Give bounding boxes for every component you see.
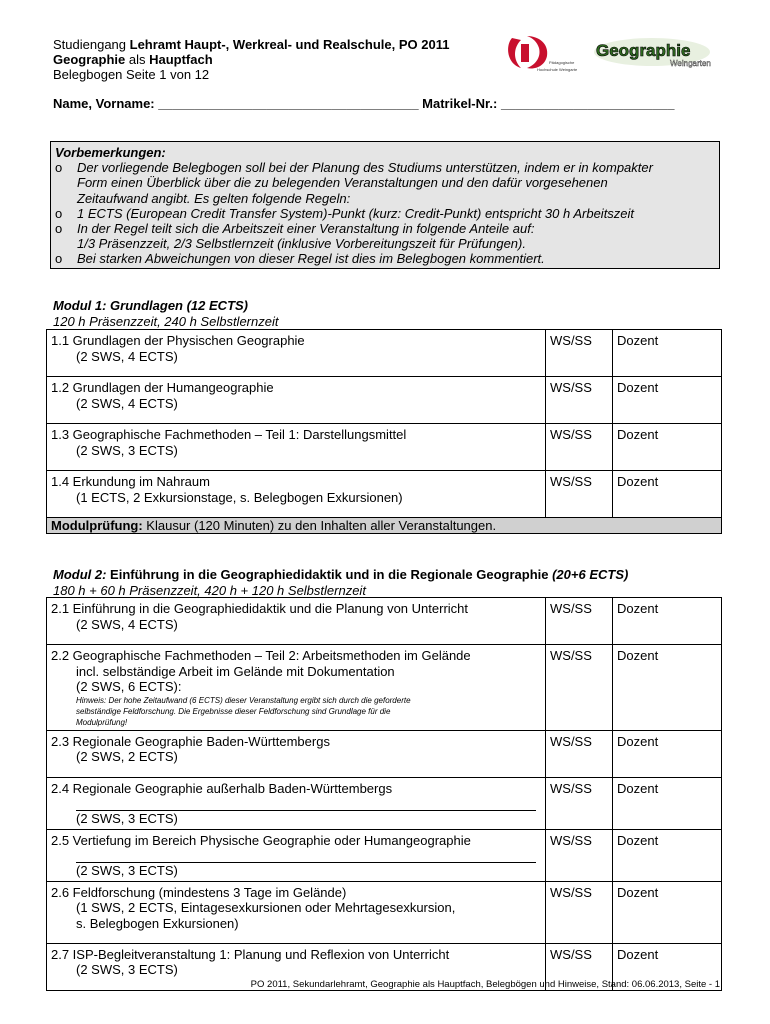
table-row: 2.7 ISP-Begleitveranstaltung 1: Planung und Reflexion von Unterricht (2 SWS, 3 ECTS) WS/SS Dozent <box>47 943 722 990</box>
lecturer-cell[interactable]: Dozent <box>613 645 722 731</box>
svg-text:Weingarten: Weingarten <box>670 59 711 68</box>
semester-cell[interactable]: WS/SS <box>546 730 613 777</box>
module2-hours: 180 h + 60 h Präsenzzeit, 420 h + 120 h Selbstlernzeit <box>53 583 366 598</box>
lecturer-cell[interactable]: Dozent <box>613 377 722 424</box>
module2-title: Modul 2: Einführung in die Geographiedidaktik und in die Regionale Geographie (20+6 ECTS) <box>53 567 629 582</box>
table-row: 2.1 Einführung in die Geographiedidaktik und die Planung von Unterricht (2 SWS, 4 ECTS) WS/SS Dozent <box>47 598 722 645</box>
geographie-weingarten-logo <box>590 34 720 74</box>
semester-cell[interactable]: WS/SS <box>546 377 613 424</box>
notes-title: Vorbemerkungen: <box>55 145 166 160</box>
note-item: o Der vorliegende Belegbogen soll bei der Planung des Studiums unterstützen, indem er in kompakter <box>55 160 719 175</box>
lecturer-cell[interactable]: Dozent <box>613 598 722 645</box>
page-indicator: Belegbogen Seite 1 von 12 <box>53 67 210 82</box>
note-item: o 1 ECTS (European Credit Transfer System)-Punkt (kurz: Credit-Punkt) entspricht 30 h Arbeitszeit <box>55 206 719 221</box>
module1-hours: 120 h Präsenzzeit, 240 h Selbstlernzeit <box>53 314 279 329</box>
preliminary-notes: Vorbemerkungen: o Der vorliegende Belegbogen soll bei der Planung des Studiums unterstützen, indem er in kompakter Form einen Überblick über die zu belegenden Veranstaltungen und den dafür vorgesehenen Zeitaufwand angibt. Es gelten folgende Regeln: o 1 ECTS (European Credit Transfer System)-Punkt (kurz: Credit-Punkt) entspricht 30 h Arbeitszeit o In der Regel teilt sich die Arbeitszeit einer Veranstaltung in folgende Anteile auf: 1/3 Präsenzzeit, 2/3 Selbstlernzeit (inklusive Vorbereitungszeit für Prüfungen). o Bei starken Abweichungen von dieser Regel ist dies im Belegbogen kommentiert. <box>50 141 720 269</box>
table-row: 2.5 Vertiefung im Bereich Physische Geographie oder Humangeographie (2 SWS, 3 ECTS) WS/SS Dozent <box>47 829 722 881</box>
lecturer-cell[interactable]: Dozent <box>613 730 722 777</box>
page-footer: PO 2011, Sekundarlehramt, Geographie als Hauptfach, Belegbögen und Hinweise, Stand: 06.06.2013, Seite - 1 <box>250 979 720 990</box>
hint-text: Hinweis: Der hohe Zeitaufwand (6 ECTS) dieser Veranstaltung ergibt sich durch die geforderte <box>76 695 411 705</box>
semester-cell[interactable]: WS/SS <box>546 645 613 731</box>
name-label: Name, Vorname: <box>53 96 155 111</box>
lecturer-cell[interactable]: Dozent <box>613 777 722 829</box>
lecturer-cell[interactable]: Dozent <box>613 881 722 943</box>
lecturer-cell[interactable]: Dozent <box>613 330 722 377</box>
name-matrikel-row <box>53 96 674 111</box>
semester-cell[interactable]: WS/SS <box>546 777 613 829</box>
module1-table <box>46 329 722 534</box>
semester-cell[interactable]: WS/SS <box>546 829 613 881</box>
table-row: 1.1 Grundlagen der Physischen Geographie (2 SWS, 4 ECTS) WS/SS Dozent <box>47 330 722 377</box>
semester-cell[interactable]: WS/SS <box>546 881 613 943</box>
note-item: o Bei starken Abweichungen von dieser Regel ist dies im Belegbogen kommentiert. <box>55 251 719 266</box>
module1-exam-row: Modulprüfung: Klausur (120 Minuten) zu den Inhalten aller Veranstaltungen. <box>47 518 722 534</box>
table-row: 1.3 Geographische Fachmethoden – Teil 1: Darstellungsmittel (2 SWS, 3 ECTS) WS/SS Dozent <box>47 424 722 471</box>
lecturer-cell[interactable]: Dozent <box>613 424 722 471</box>
fill-in-line[interactable] <box>76 796 536 811</box>
table-row: 2.4 Regionale Geographie außerhalb Baden-Württembergs (2 SWS, 3 ECTS) WS/SS Dozent <box>47 777 722 829</box>
semester-cell[interactable]: WS/SS <box>546 598 613 645</box>
name-field[interactable]: ____________________________________ <box>158 96 419 111</box>
subject-title: Geographie als Hauptfach <box>53 52 213 67</box>
svg-text:Geographie: Geographie <box>596 41 691 60</box>
matrikel-field[interactable]: ________________________ <box>500 96 675 111</box>
fill-in-line[interactable] <box>76 848 536 863</box>
semester-cell[interactable]: WS/SS <box>546 943 613 990</box>
table-row: 2.2 Geographische Fachmethoden – Teil 2: Arbeitsmethoden im Gelände incl. selbständige Arbeit im Gelände mit Dokumentation (2 SWS, 6 ECTS): Hinweis: Der hohe Zeitaufwand (6 ECTS) dieser Veranstaltung ergibt sich durch die geforderte selbständige Feldforschung. Die Ergebnisse dieser Feldforschung sind Grundlage für die Modulprüfung! WS/SS Dozent <box>47 645 722 731</box>
table-row: 2.6 Feldforschung (mindestens 3 Tage im Gelände) (1 SWS, 2 ECTS, Eintagesexkursionen oder Mehrtagesexkursion, s. Belegbogen Exkursionen) WS/SS Dozent <box>47 881 722 943</box>
semester-cell[interactable]: WS/SS <box>546 330 613 377</box>
matrikel-label: Matrikel-Nr.: <box>422 96 498 111</box>
svg-text:Pädagogische: Pädagogische <box>549 60 575 65</box>
semester-cell[interactable]: WS/SS <box>546 424 613 471</box>
table-row: 1.4 Erkundung im Nahraum (1 ECTS, 2 Exkursionstage, s. Belegbogen Exkursionen) WS/SS Dozent <box>47 471 722 518</box>
svg-text:Hochschule Weingarten: Hochschule Weingarten <box>537 67 577 72</box>
ph-weingarten-logo <box>507 34 577 74</box>
table-row: 1.2 Grundlagen der Humangeographie (2 SWS, 4 ECTS) WS/SS Dozent <box>47 377 722 424</box>
semester-cell[interactable]: WS/SS <box>546 471 613 518</box>
lecturer-cell[interactable]: Dozent <box>613 943 722 990</box>
module2-table <box>46 597 722 991</box>
lecturer-cell[interactable]: Dozent <box>613 829 722 881</box>
table-row: 2.3 Regionale Geographie Baden-Württembergs (2 SWS, 2 ECTS) WS/SS Dozent <box>47 730 722 777</box>
module1-title: Modul 1: Grundlagen (12 ECTS) <box>53 298 249 313</box>
program-title: Studiengang Lehramt Haupt-, Werkreal- und Realschule, PO 2011 <box>53 37 450 52</box>
note-item: o In der Regel teilt sich die Arbeitszeit einer Veranstaltung in folgende Anteile auf: <box>55 221 719 236</box>
lecturer-cell[interactable]: Dozent <box>613 471 722 518</box>
